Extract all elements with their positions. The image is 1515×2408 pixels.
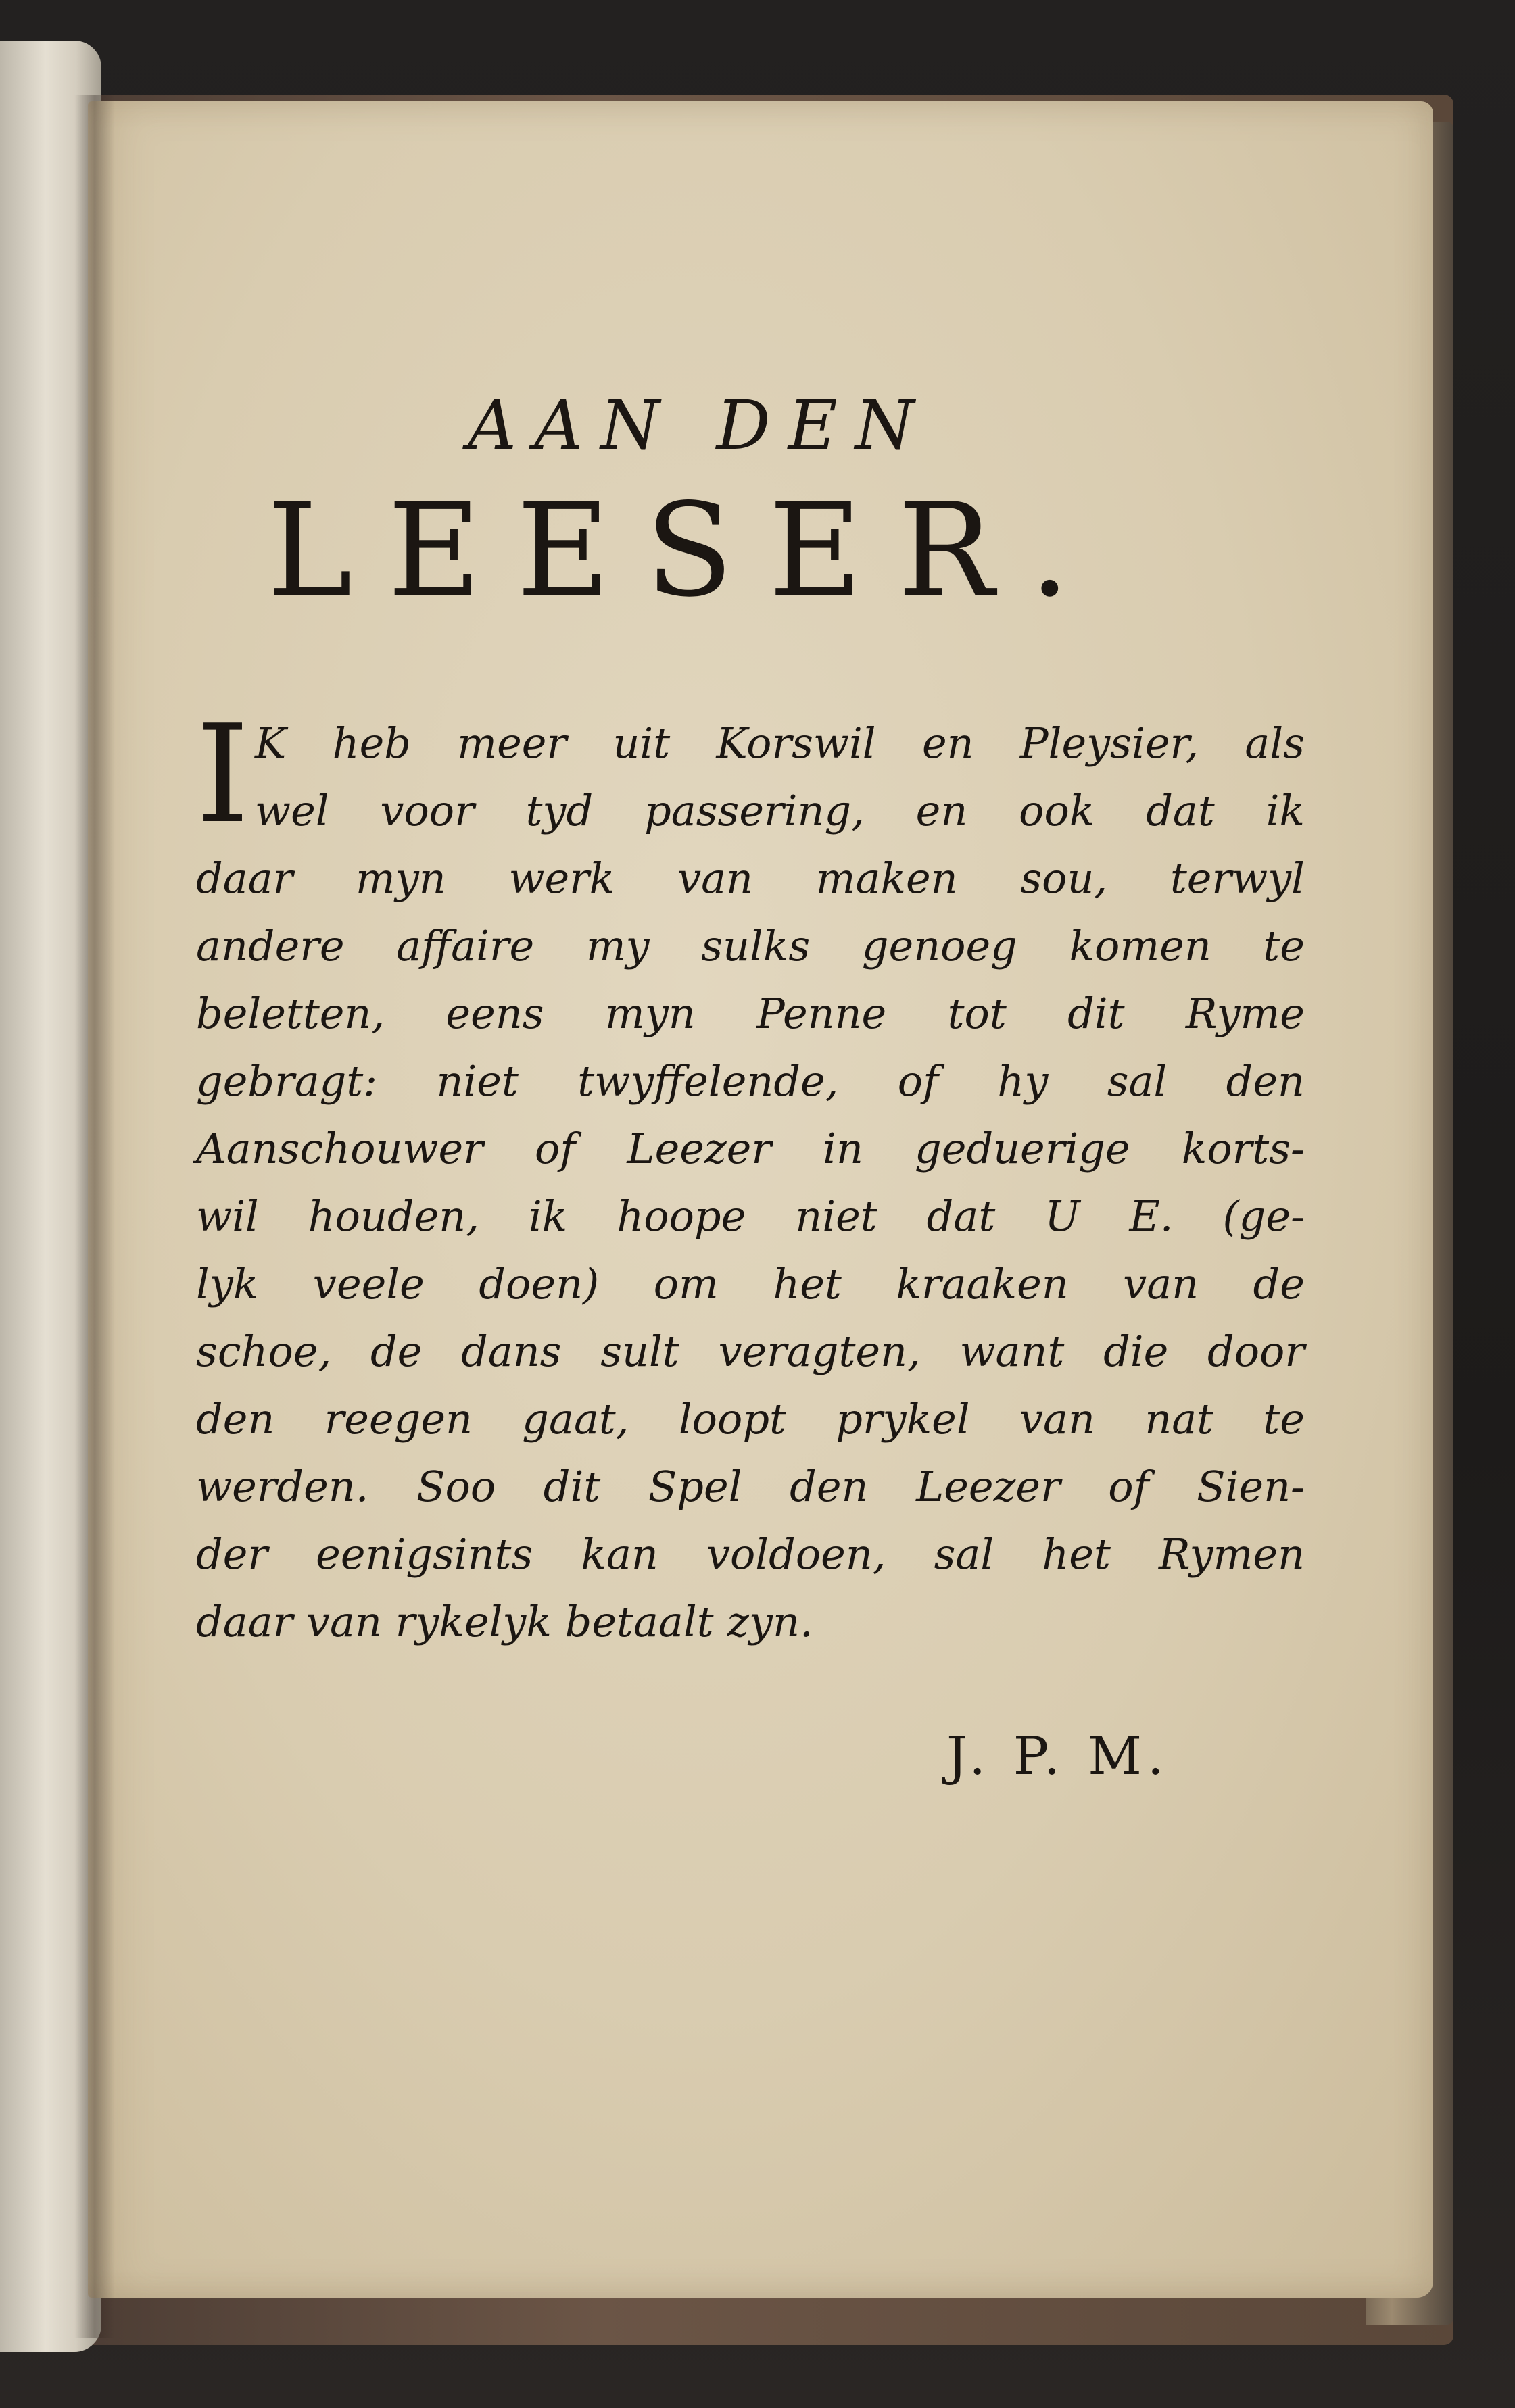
spine-shadow xyxy=(74,95,115,2338)
text-line: gebragt: niet twyffelende, of hy sal den xyxy=(196,1056,1305,1106)
drop-cap: I xyxy=(196,696,250,854)
signature-initials: J. P. M. xyxy=(946,1726,1170,1787)
text-line: lyk veele doen) om het kraaken van de xyxy=(196,1259,1305,1308)
text-line: Aanschouwer of Leezer in geduerige korts- xyxy=(196,1124,1305,1173)
text-line: andere affaire my sulks genoeg komen te xyxy=(196,921,1305,970)
heading-leeser: LEESER. xyxy=(267,476,1105,625)
text-line: K heb meer uit Korswil en Pleysier, als xyxy=(255,718,1305,768)
text-line: werden. Soo dit Spel den Leezer of Sien- xyxy=(196,1462,1305,1511)
heading-aan-den: AAN DEN xyxy=(467,386,932,465)
preface-text xyxy=(196,696,1305,1656)
text-line: wel voor tyd passering, en ook dat ik xyxy=(255,786,1305,835)
text-line: wil houden, ik hoope niet dat U E. (ge- xyxy=(196,1191,1305,1241)
book-page xyxy=(88,101,1433,2298)
text-line: daar myn werk van maken sou, terwyl xyxy=(196,854,1305,903)
text-line: beletten, eens myn Penne tot dit Ryme xyxy=(196,989,1305,1038)
text-line: daar van rykelyk betaalt zyn. xyxy=(196,1597,813,1646)
text-line: den reegen gaat, loopt prykel van nat te xyxy=(196,1394,1305,1444)
text-line: der eenigsints kan voldoen, sal het Rymen xyxy=(196,1529,1305,1579)
text-line: schoe, de dans sult veragten, want die door xyxy=(196,1327,1305,1376)
